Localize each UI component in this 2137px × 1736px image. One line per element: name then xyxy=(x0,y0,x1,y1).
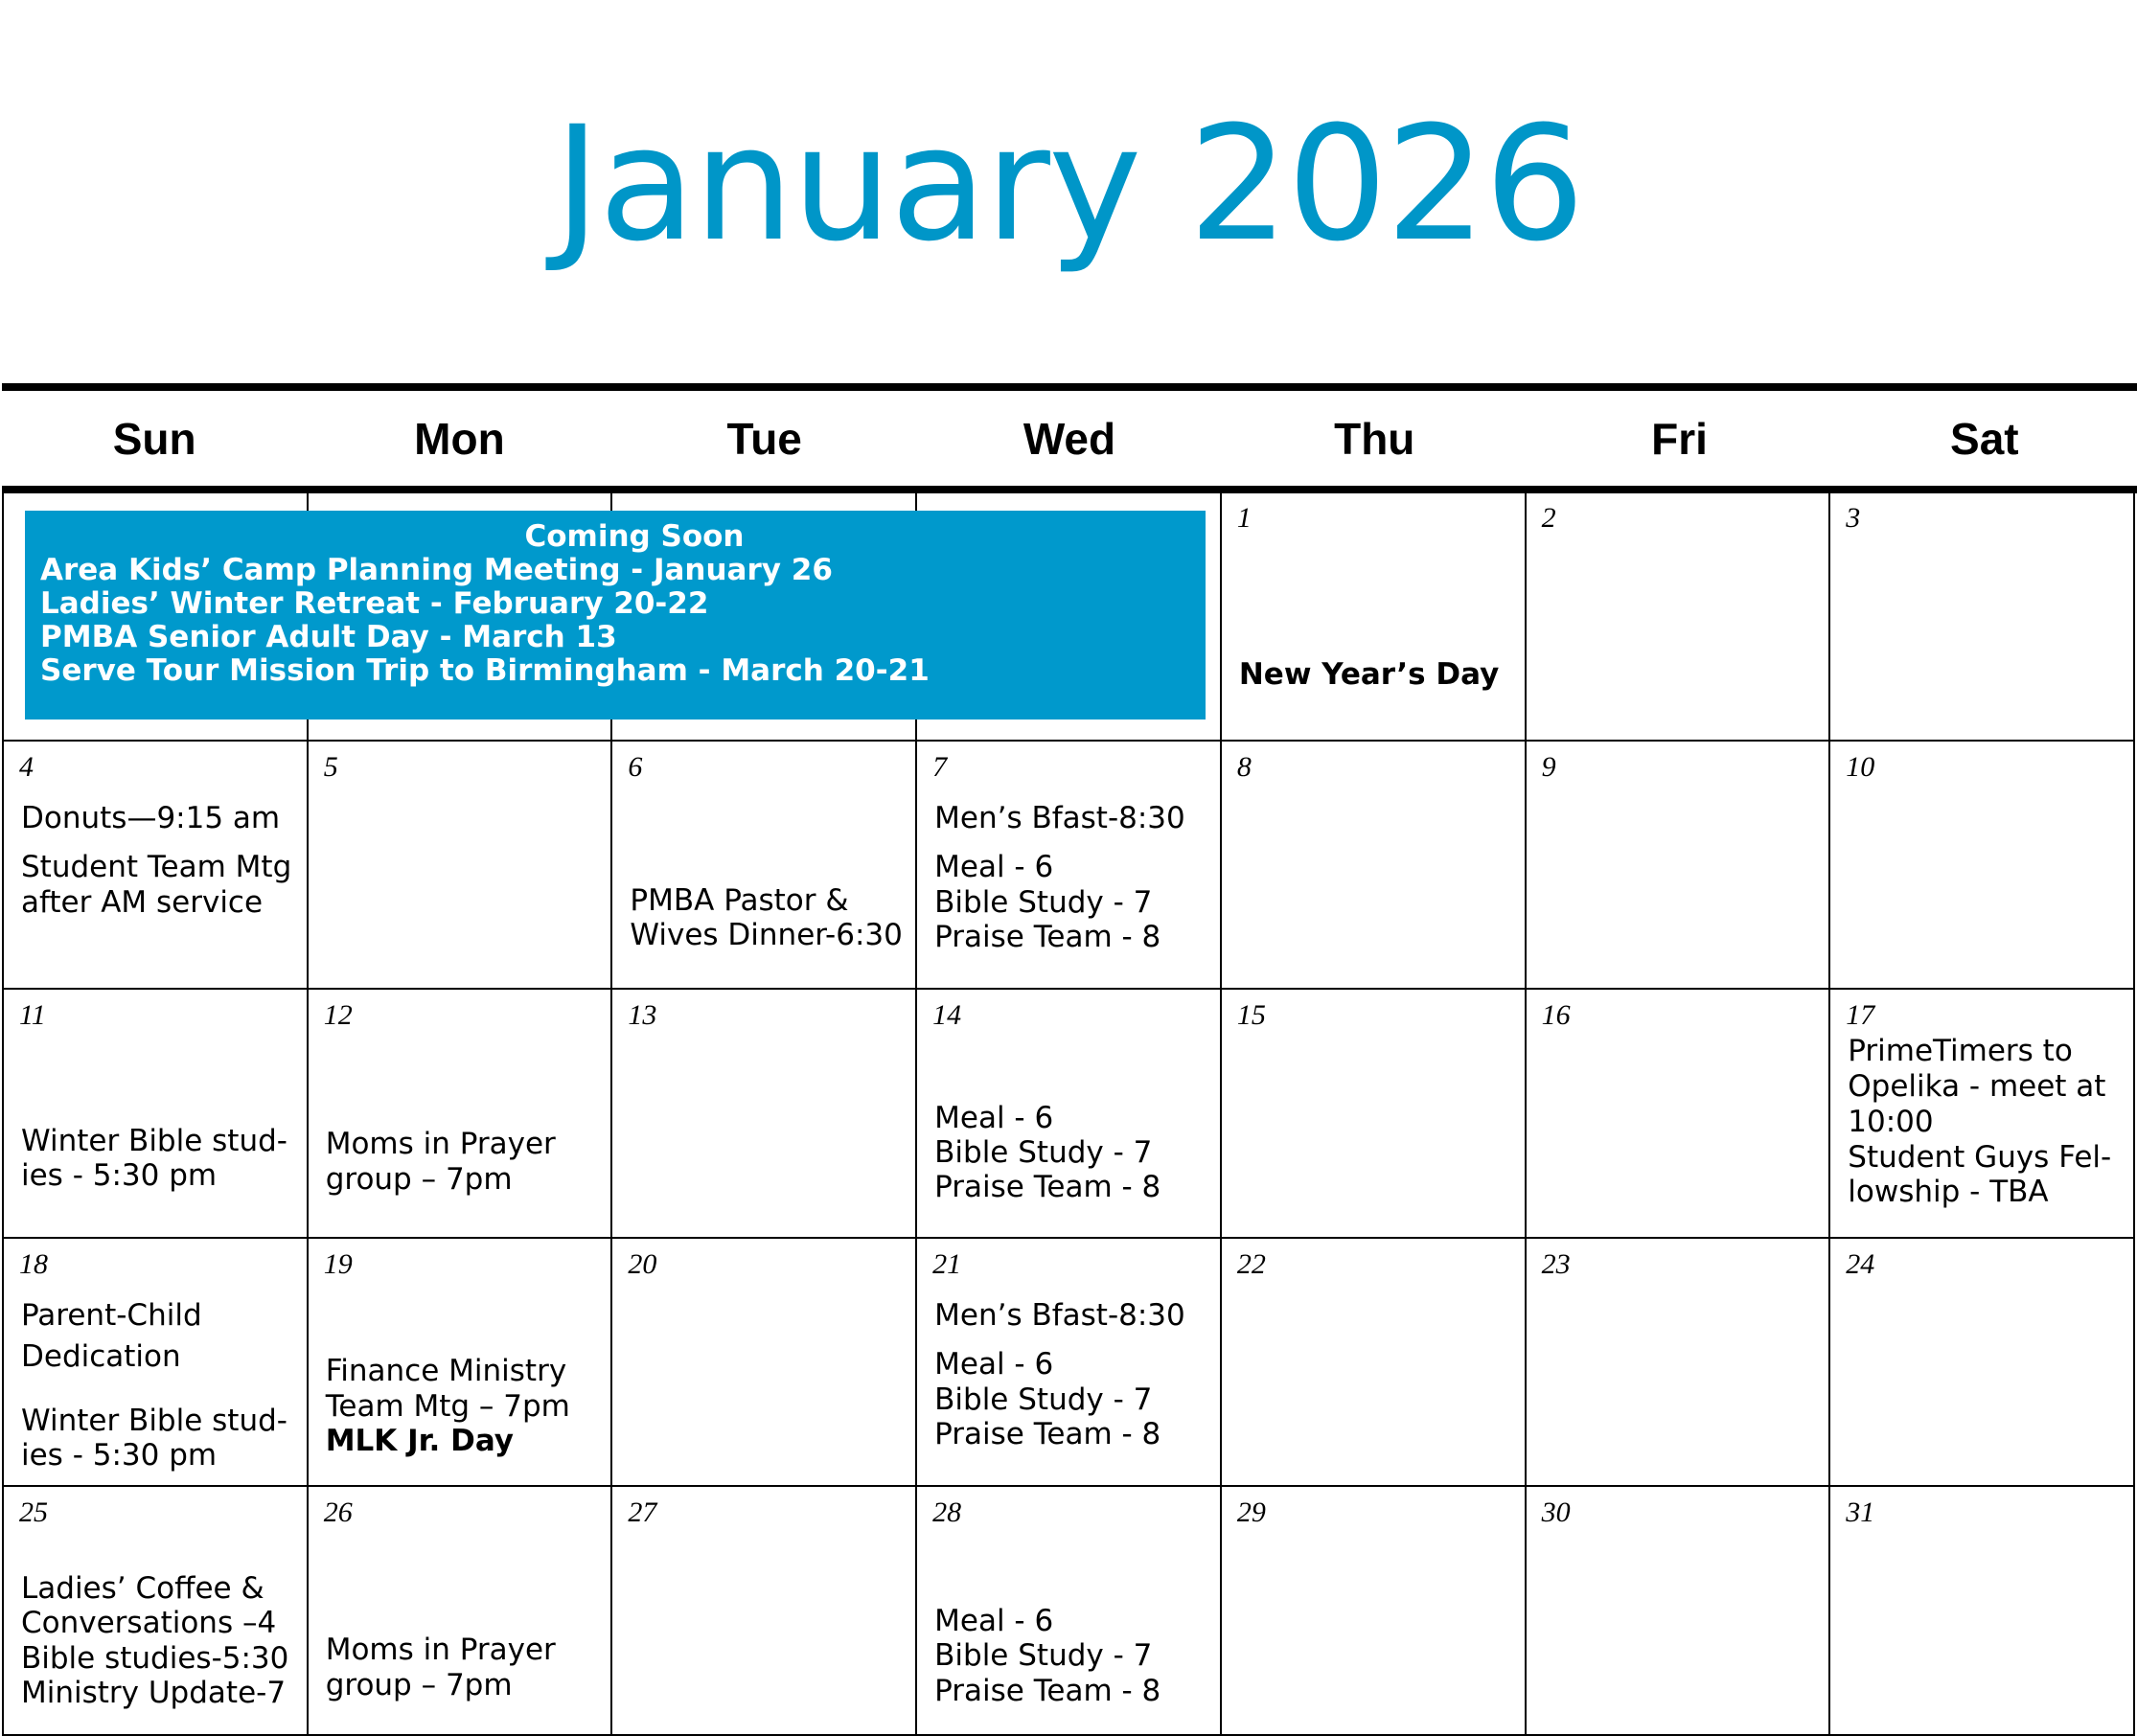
event-text: group – 7pm xyxy=(325,1162,513,1198)
weekday-fri: Fri xyxy=(1651,414,1708,464)
day-number: 13 xyxy=(628,999,657,1032)
day-number: 12 xyxy=(323,999,353,1032)
day-cell xyxy=(1222,742,1527,991)
weekday-tue: Tue xyxy=(726,414,802,464)
day-cell xyxy=(1527,492,1831,742)
day-cell xyxy=(612,1487,917,1736)
event-text: ies - 5:30 pm xyxy=(21,1158,218,1194)
event-text: Student Guys Fel- xyxy=(1848,1140,2112,1176)
day-number: 25 xyxy=(19,1496,48,1529)
day-cell xyxy=(4,742,309,991)
event-text: 10:00 xyxy=(1848,1105,1934,1140)
event-text: Parent-Child xyxy=(21,1297,202,1333)
event-text: Praise Team - 8 xyxy=(934,919,1161,954)
event-text: Winter Bible stud- xyxy=(21,1403,287,1438)
event-text: Praise Team - 8 xyxy=(934,1674,1161,1709)
day-cell xyxy=(1527,1487,1831,1736)
event-text: MLK Jr. Day xyxy=(325,1423,514,1458)
day-number: 1 xyxy=(1236,502,1252,534)
day-cell xyxy=(309,1239,613,1488)
day-cell xyxy=(917,1239,1222,1488)
coming-soon-banner xyxy=(25,511,1206,720)
event-text: Bible Study - 7 xyxy=(934,884,1153,920)
day-cell xyxy=(612,990,917,1239)
event-text: after AM service xyxy=(21,884,264,920)
day-number: 10 xyxy=(1846,750,1875,783)
day-cell xyxy=(917,990,1222,1239)
day-number: 27 xyxy=(628,1496,657,1529)
day-number: 7 xyxy=(932,750,948,783)
day-number: 31 xyxy=(1846,1496,1875,1529)
day-number: 2 xyxy=(1541,502,1556,534)
event-text: Conversations –4 xyxy=(21,1606,277,1641)
day-cell xyxy=(4,990,309,1239)
day-cell xyxy=(612,742,917,991)
day-cell xyxy=(4,1239,309,1488)
event-text: PrimeTimers to xyxy=(1848,1034,2073,1069)
day-cell xyxy=(917,1487,1222,1736)
event-text: Bible Study - 7 xyxy=(934,1382,1153,1417)
day-cell xyxy=(4,1487,309,1736)
day-number: 23 xyxy=(1541,1247,1571,1280)
event-text: ies - 5:30 pm xyxy=(21,1437,218,1473)
header-top-rule xyxy=(2,383,2137,391)
banner-line: Serve Tour Mission Trip to Birmingham - March 20-21 xyxy=(40,653,930,688)
day-number: 19 xyxy=(323,1247,353,1280)
weekday-sun: Sun xyxy=(112,414,196,464)
day-number: 20 xyxy=(628,1247,657,1280)
weekday-mon: Mon xyxy=(414,414,505,464)
event-text: lowship - TBA xyxy=(1848,1175,2049,1210)
day-number: 6 xyxy=(628,750,643,783)
weekday-header-row xyxy=(2,391,2137,487)
day-number: 21 xyxy=(932,1247,962,1280)
day-cell xyxy=(612,1239,917,1488)
day-number: 9 xyxy=(1541,750,1556,783)
event-text: Men’s Bfast-8:30 xyxy=(934,800,1185,835)
event-text: Moms in Prayer xyxy=(325,1127,556,1162)
event-text: Donuts—9:15 am xyxy=(21,800,281,835)
day-number: 26 xyxy=(323,1496,353,1529)
event-text: Winter Bible stud- xyxy=(21,1124,287,1159)
weekday-thu: Thu xyxy=(1334,414,1415,464)
day-cell xyxy=(1527,1239,1831,1488)
day-number: 15 xyxy=(1236,999,1266,1032)
event-text: Meal - 6 xyxy=(934,1346,1054,1382)
event-text: Meal - 6 xyxy=(934,1101,1054,1136)
weekday-sat: Sat xyxy=(1950,414,2019,464)
event-text: PMBA Pastor & xyxy=(630,882,849,918)
day-number: 30 xyxy=(1541,1496,1571,1529)
day-number: 18 xyxy=(19,1247,48,1280)
event-text: Finance Ministry xyxy=(325,1353,567,1388)
event-text: Ladies’ Coffee & xyxy=(21,1571,264,1607)
day-number: 22 xyxy=(1236,1247,1266,1280)
event-text: Student Team Mtg xyxy=(21,849,292,884)
event-text: group – 7pm xyxy=(325,1668,513,1703)
event-text: Team Mtg – 7pm xyxy=(325,1388,570,1424)
day-cell xyxy=(1830,1487,2135,1736)
page-title: January 2026 xyxy=(554,92,1583,276)
day-number: 5 xyxy=(323,750,338,783)
banner-line: Ladies’ Winter Retreat - February 20-22 xyxy=(40,586,709,621)
event-text: Wives Dinner-6:30 xyxy=(630,917,903,952)
event-text: Moms in Prayer xyxy=(325,1633,556,1668)
banner-line: PMBA Senior Adult Day - March 13 xyxy=(40,620,617,654)
event-text: Bible Study - 7 xyxy=(934,1135,1153,1171)
day-cell xyxy=(309,742,613,991)
event-text: Meal - 6 xyxy=(934,1604,1054,1639)
banner-line: Area Kids’ Camp Planning Meeting - January 26 xyxy=(40,553,833,587)
day-cell xyxy=(1830,990,2135,1239)
day-number: 29 xyxy=(1236,1496,1266,1529)
day-number: 3 xyxy=(1846,502,1861,534)
event-text: Bible studies-5:30 xyxy=(21,1641,289,1677)
day-number: 16 xyxy=(1541,999,1571,1032)
day-cell xyxy=(1830,1239,2135,1488)
day-cell xyxy=(1527,990,1831,1239)
day-number: 17 xyxy=(1846,999,1875,1032)
day-number: 8 xyxy=(1236,750,1252,783)
day-cell xyxy=(1222,1239,1527,1488)
event-text: Ministry Update-7 xyxy=(21,1676,287,1711)
day-cell xyxy=(1222,492,1527,742)
event-text: Bible Study - 7 xyxy=(934,1638,1153,1674)
banner-title: Coming Soon xyxy=(524,519,745,554)
day-cell xyxy=(917,742,1222,991)
weekday-wed: Wed xyxy=(1023,414,1116,464)
day-number: 14 xyxy=(932,999,962,1032)
event-text: Men’s Bfast-8:30 xyxy=(934,1297,1185,1333)
day-cell xyxy=(1222,1487,1527,1736)
day-cell xyxy=(309,990,613,1239)
day-cell xyxy=(1830,742,2135,991)
day-number: 24 xyxy=(1846,1247,1875,1280)
event-text: Meal - 6 xyxy=(934,849,1054,884)
day-number: 4 xyxy=(19,750,34,783)
day-cell xyxy=(1830,492,2135,742)
event-text: Praise Team - 8 xyxy=(934,1170,1161,1205)
event-text: Praise Team - 8 xyxy=(934,1416,1161,1451)
event-text: Opelika - meet at xyxy=(1848,1069,2106,1105)
day-cell xyxy=(1527,742,1831,991)
day-number: 28 xyxy=(932,1496,962,1529)
day-number: 11 xyxy=(19,999,46,1032)
day-cell xyxy=(1222,990,1527,1239)
event-text: Dedication xyxy=(21,1338,181,1374)
event-text: New Year’s Day xyxy=(1238,657,1500,692)
day-cell xyxy=(309,1487,613,1736)
